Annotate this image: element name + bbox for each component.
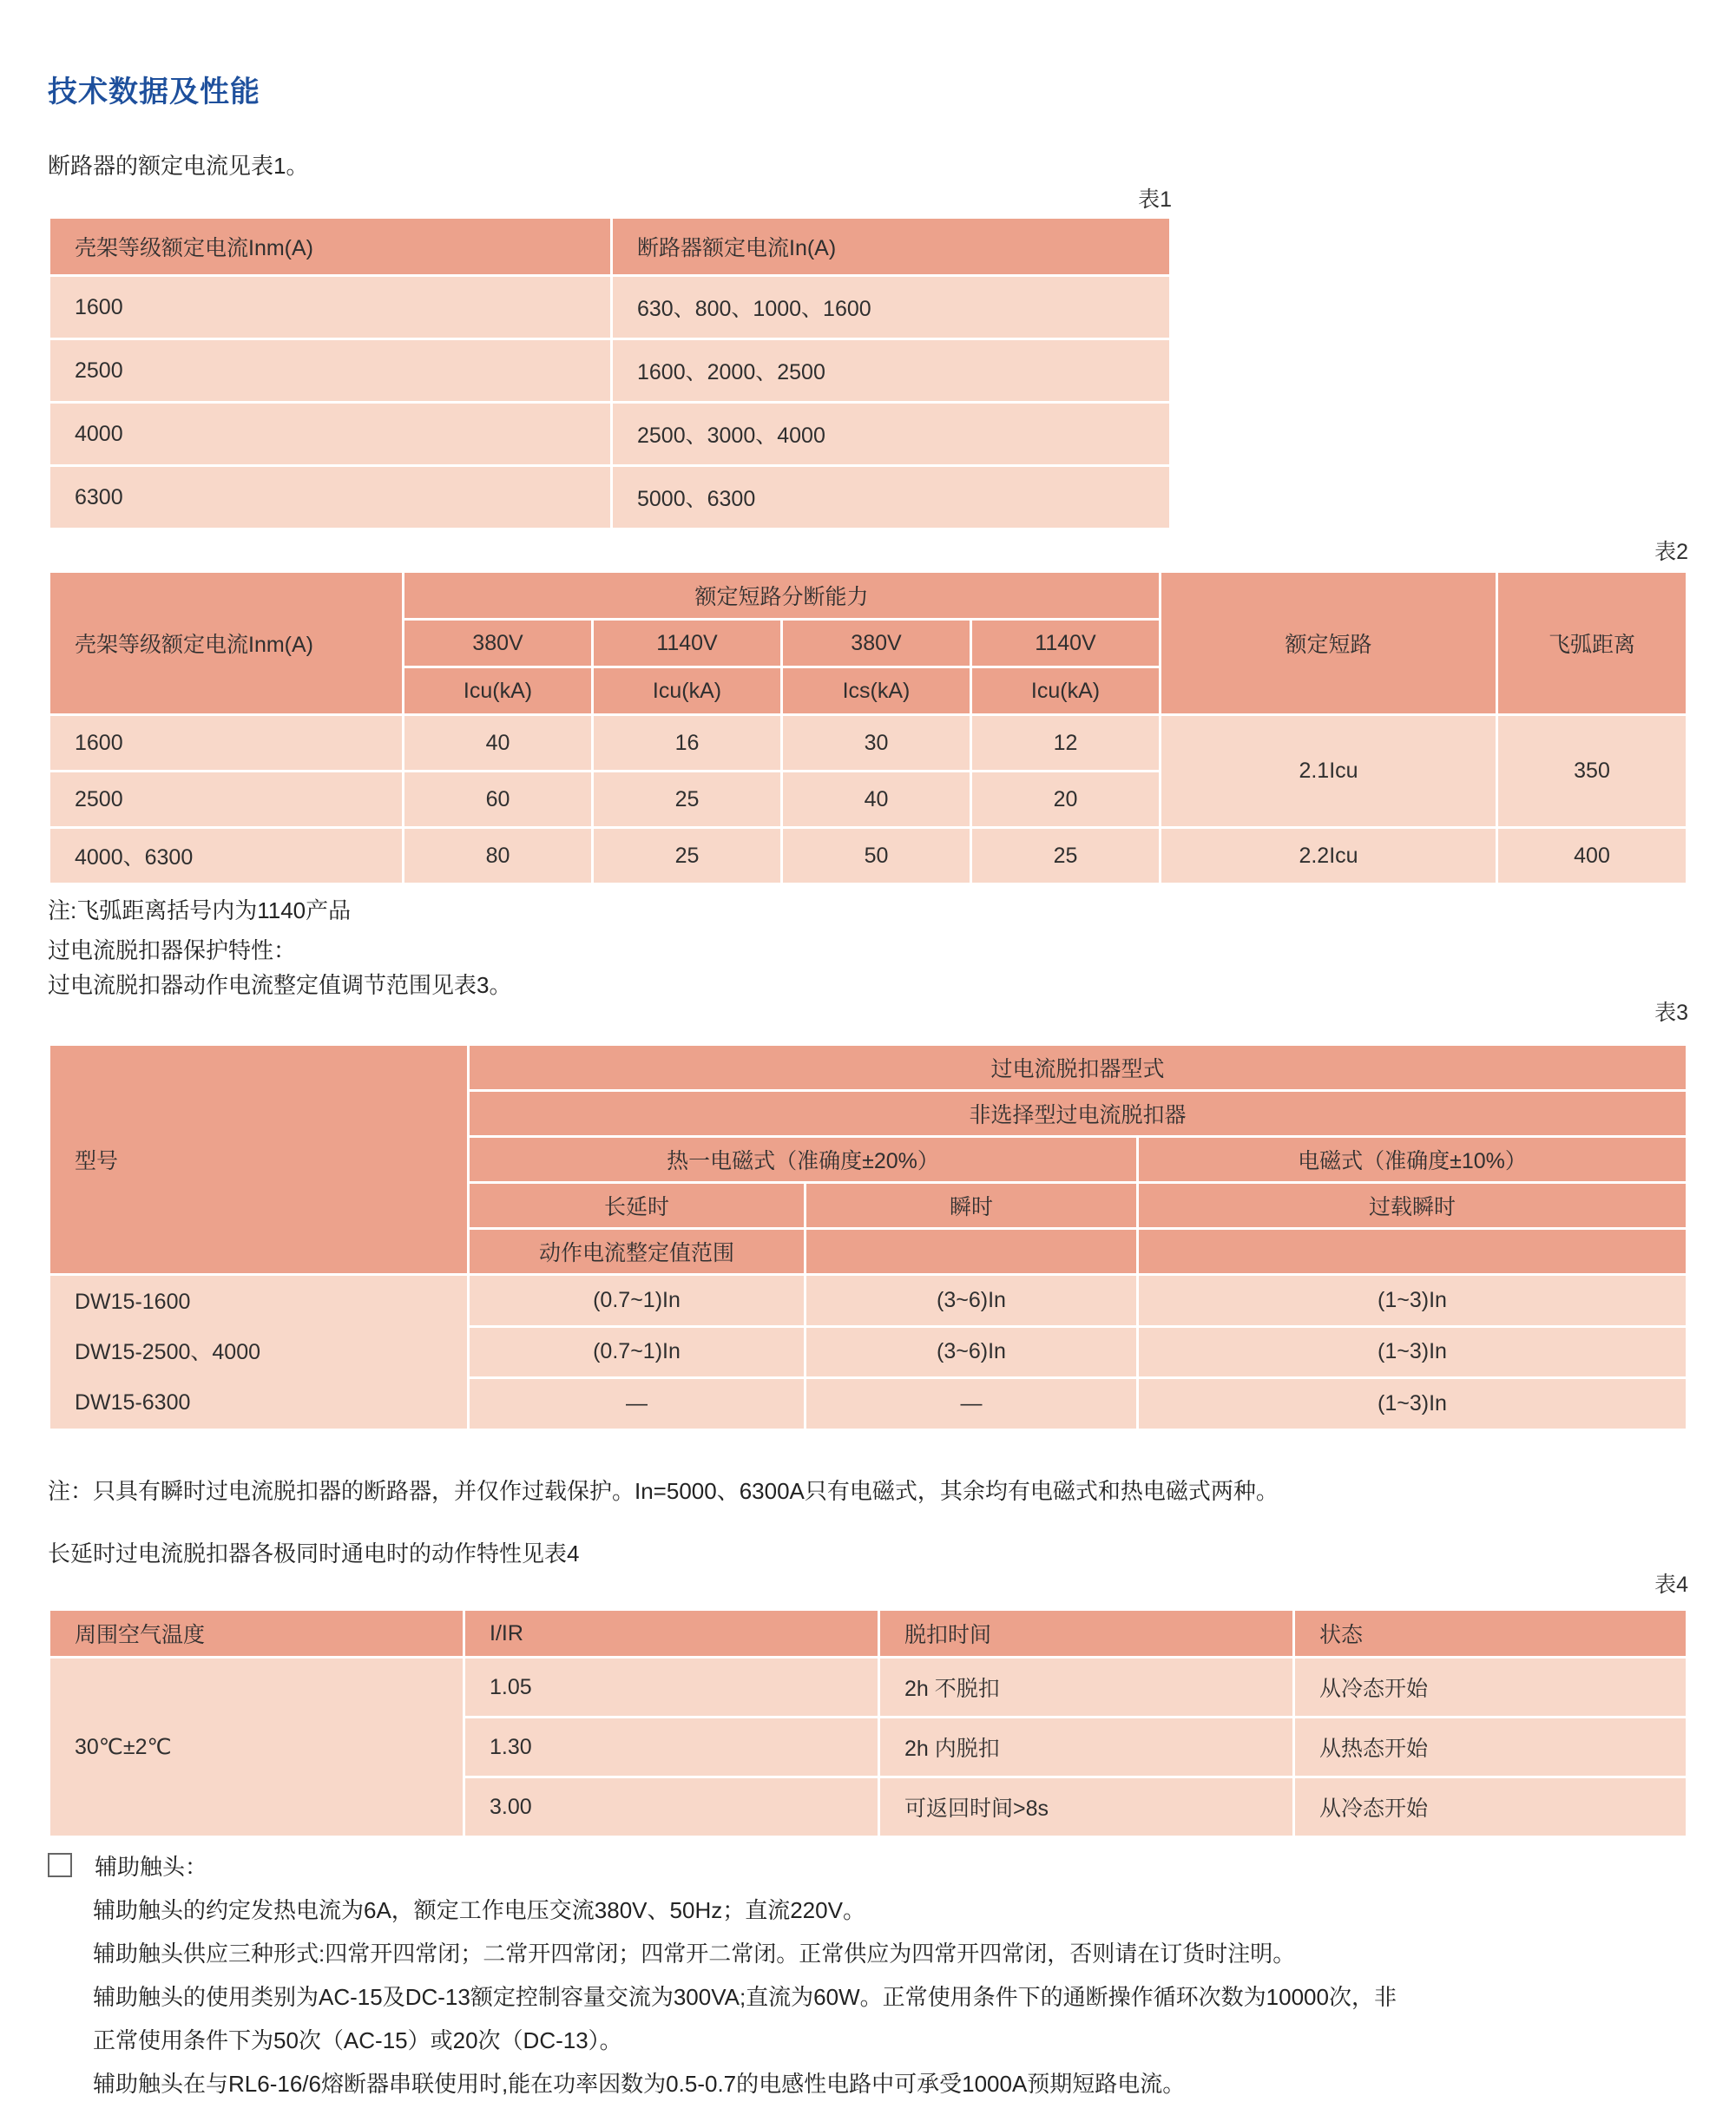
table2-cell-arc-distance: 400: [1498, 829, 1686, 883]
table-row: [50, 829, 1686, 883]
table2-cell-frame: 1600: [50, 716, 402, 770]
table4-cell-trip-time: 2h 不脱扣: [880, 1659, 1292, 1716]
table2-header-voltage: 1140V: [972, 621, 1159, 666]
table2-cell-value: 25: [972, 829, 1159, 883]
table1-cell-frame: 6300: [50, 467, 610, 528]
table3-cell-instantaneous: (3~6)In: [806, 1328, 1136, 1377]
table4-paragraph: 长延时过电流脱扣器各极同时通电时的动作特性见表4: [48, 1540, 580, 1567]
table1-cell-frame: 4000: [50, 404, 610, 464]
table3-header-model: 型号: [50, 1046, 467, 1273]
table2-cell-arc-distance: 350: [1498, 716, 1686, 826]
table2-header-rated-short: 额定短路: [1161, 573, 1496, 713]
table4-cell-trip-time: 可返回时间>8s: [880, 1778, 1292, 1836]
table2-header-breaking-capacity: 额定短路分断能力: [404, 573, 1159, 618]
table-row: [50, 404, 1169, 464]
table3-label: 表3: [1654, 1001, 1688, 1025]
table-row: [50, 1659, 1686, 1716]
table3-header-magnetic: 电磁式（准确度±10%）: [1139, 1138, 1686, 1181]
auxiliary-contacts-heading: [48, 1852, 1688, 1882]
table4-cell-state: 从热态开始: [1295, 1718, 1686, 1776]
table3-header-long-delay: 长延时: [470, 1184, 804, 1227]
page-title: 技术数据及性能: [48, 76, 260, 108]
table4-cell-temperature: 30℃±2℃: [50, 1659, 463, 1836]
table2-cell-value: 40: [404, 716, 591, 770]
auxiliary-contacts-line: 正常使用条件下为50次（AC-15）或20次（DC-13）。: [93, 2027, 622, 2053]
table3-cell-overload: (1~3)In: [1139, 1379, 1686, 1429]
table1-cell-rated: 2500、3000、4000: [613, 404, 1169, 464]
table2-cell-frame: 4000、6300: [50, 829, 402, 883]
table4-label: 表4: [1654, 1573, 1688, 1597]
table1-cell-frame: 2500: [50, 340, 610, 401]
table1-header-rated: 断路器额定电流In(A): [613, 219, 1169, 274]
table2-cell-frame: 2500: [50, 772, 402, 826]
table3-header-thermal-magnetic: 热一电磁式（准确度±20%）: [470, 1138, 1136, 1181]
table-row: [50, 716, 1686, 770]
table2-label: 表2: [1654, 540, 1688, 564]
table4-cell-state: 从冷态开始: [1295, 1659, 1686, 1716]
table3-cell-instantaneous: —: [806, 1379, 1136, 1429]
table2-header-unit: Icu(kA): [972, 668, 1159, 713]
auxiliary-contacts-line: 辅助触头在与RL6-16/6熔断器串联使用时,能在功率因数为0.5-0.7的电感性电路中可承受1000A预期短路电流。: [93, 2071, 1186, 2097]
empty-cell: [806, 1230, 1136, 1273]
table2-cell-value: 16: [594, 716, 780, 770]
table3-cell-long-delay: (0.7~1)In: [470, 1276, 804, 1325]
table2-cell-value: 80: [404, 829, 591, 883]
table2-cell-value: 30: [783, 716, 970, 770]
table4: [48, 1608, 1688, 1838]
auxiliary-contacts-section: [48, 1852, 1688, 2099]
auxiliary-contacts-title: 辅助触头：: [95, 1854, 208, 1880]
table3-note: 注：只具有瞬时过电流脱扣器的断路器，并仅作过载保护。In=5000、6300A只有电磁式，其余均有电磁式和热电磁式两种。: [48, 1478, 1279, 1504]
table4-header-temperature: 周围空气温度: [50, 1611, 463, 1656]
auxiliary-contacts-line: 辅助触头的约定发热电流为6A，额定工作电压交流380V、50Hz；直流220V。: [93, 1897, 865, 1923]
table3-cell-long-delay: —: [470, 1379, 804, 1429]
auxiliary-contacts-line: 辅助触头的使用类别为AC-15及DC-13额定控制容量交流为300VA;直流为60W。正常使用条件下的通断操作循环次数为10000次，非: [93, 1984, 1397, 2010]
table1-header-row: [50, 219, 1169, 274]
table2-header-voltage: 1140V: [594, 621, 780, 666]
table3-header-setting-range: 动作电流整定值范围: [470, 1230, 804, 1273]
table4-header-row: [50, 1611, 1686, 1656]
table4-cell-iir: 1.05: [465, 1659, 878, 1716]
table1-cell-frame: 1600: [50, 277, 610, 338]
table3-cell-overload: (1~3)In: [1139, 1328, 1686, 1377]
table3-header-nonselective: 非选择型过电流脱扣器: [470, 1092, 1686, 1135]
table1-cell-rated: 630、800、1000、1600: [613, 277, 1169, 338]
table2-header-frame: 壳架等级额定电流Inm(A): [50, 573, 402, 713]
model-line: DW15-1600: [75, 1290, 191, 1314]
table4-header-trip-time: 脱扣时间: [880, 1611, 1292, 1656]
table3-cell-instantaneous: (3~6)In: [806, 1276, 1136, 1325]
table2-cell-value: 25: [594, 829, 780, 883]
table3-cell-long-delay: (0.7~1)In: [470, 1328, 804, 1377]
table2-header-unit: Ics(kA): [783, 668, 970, 713]
model-line: DW15-2500、4000: [75, 1340, 261, 1364]
tripper-characteristics-line2: 过电流脱扣器动作电流整定值调节范围见表3。: [48, 972, 512, 998]
table4-cell-trip-time: 2h 内脱扣: [880, 1718, 1292, 1776]
table1-label: 表1: [1138, 187, 1172, 212]
table2-header-arc-distance: 飞弧距离: [1498, 573, 1686, 713]
auxiliary-contacts-line: 辅助触头供应三种形式:四常开四常闭；二常开四常闭；四常开二常闭。正常供应为四常开四常闭，否则请在订货时注明。: [93, 1941, 1296, 1967]
table3-cell-models: [50, 1276, 467, 1429]
table2-cell-value: 25: [594, 772, 780, 826]
table2-cell-value: 50: [783, 829, 970, 883]
table2-header-row1: [50, 573, 1686, 618]
table3-header-row1: [50, 1046, 1686, 1089]
table4-cell-state: 从冷态开始: [1295, 1778, 1686, 1836]
table2-header-voltage: 380V: [783, 621, 970, 666]
tripper-characteristics-line1: 过电流脱扣器保护特性：: [48, 937, 297, 963]
empty-cell: [1139, 1230, 1686, 1273]
model-line: DW15-6300: [75, 1390, 191, 1415]
table1-header-frame: 壳架等级额定电流Inm(A): [50, 219, 610, 274]
table2-note: 注:飞弧距离括号内为1140产品: [48, 897, 352, 923]
table-row: [50, 467, 1169, 528]
table2-header-unit: Icu(kA): [404, 668, 591, 713]
table2-cell-rated-short: 2.1Icu: [1161, 716, 1496, 826]
table1-cell-rated: 5000、6300: [613, 467, 1169, 528]
table4-header-state: 状态: [1295, 1611, 1686, 1656]
intro-paragraph: 断路器的额定电流见表1。: [48, 153, 309, 179]
table4-cell-iir: 3.00: [465, 1778, 878, 1836]
table2-header-unit: Icu(kA): [594, 668, 780, 713]
table1: [48, 216, 1172, 530]
table2-cell-value: 40: [783, 772, 970, 826]
table3-header-type: 过电流脱扣器型式: [470, 1046, 1686, 1089]
table-row: [50, 340, 1169, 401]
table2: [48, 570, 1688, 885]
table3: [48, 1043, 1688, 1431]
table2-cell-value: 12: [972, 716, 1159, 770]
table3-header-instantaneous: 瞬时: [806, 1184, 1136, 1227]
table-row: [50, 1276, 1686, 1325]
table4-header-iir: I/IR: [465, 1611, 878, 1656]
table4-cell-iir: 1.30: [465, 1718, 878, 1776]
table2-cell-value: 20: [972, 772, 1159, 826]
table2-cell-rated-short: 2.2Icu: [1161, 829, 1496, 883]
table2-header-voltage: 380V: [404, 621, 591, 666]
table3-header-overload-instant: 过载瞬时: [1139, 1184, 1686, 1227]
table2-cell-value: 60: [404, 772, 591, 826]
table3-cell-overload: (1~3)In: [1139, 1276, 1686, 1325]
table1-cell-rated: 1600、2000、2500: [613, 340, 1169, 401]
table-row: [50, 277, 1169, 338]
checkbox-icon: [48, 1853, 72, 1877]
